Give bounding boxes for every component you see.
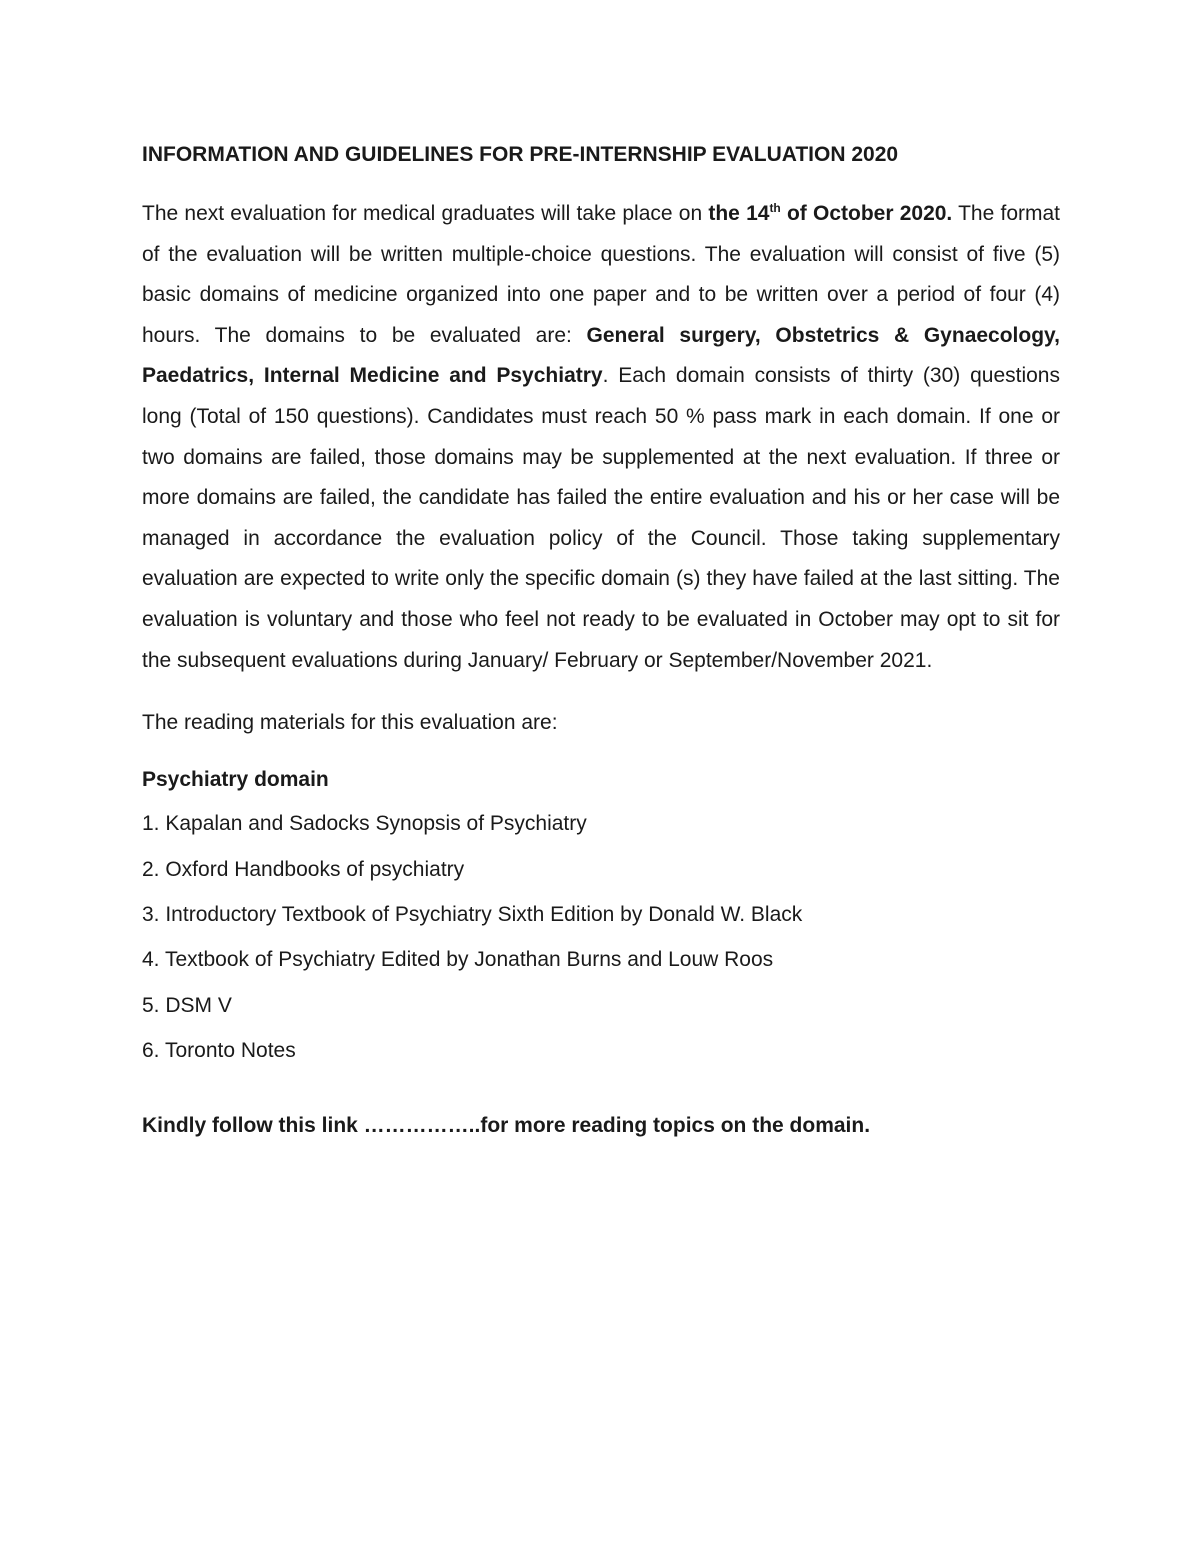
reading-list-item: 2. Oxford Handbooks of psychiatry xyxy=(142,857,465,881)
reading-topics-link[interactable]: …………….. xyxy=(363,1114,481,1138)
intro-text-3: . Each domain consists of thirty (30) questions long (Total of 150 questions). Candidates must reach 50 % pass mark in each domain. If one or two domains are failed, those domains may be supplemented at the next evaluation. If three or more domains are failed, the candidate has failed the entire evaluation and his or her case will be managed in accordance the evaluation policy of the Council. Those taking supplementary evaluation are expected to write only the specific domain (s) they have failed at the last sitting. The evaluation is voluntary and those who feel not ready to be evaluated in October may opt to sit for the subsequent evaluations during January/ February or September/November 2021. xyxy=(142,364,1060,672)
evaluation-date-part-1: the 14 xyxy=(708,202,770,225)
reading-list-item: 6. Toronto Notes xyxy=(142,1039,296,1063)
reading-list-item: 5. DSM V xyxy=(142,993,232,1017)
document-title: INFORMATION AND GUIDELINES FOR PRE-INTERNSHIP EVALUATION 2020 xyxy=(142,143,899,166)
reading-materials-intro: The reading materials for this evaluation are: xyxy=(142,711,558,735)
evaluation-date xyxy=(708,202,952,225)
ordinal-suffix: th xyxy=(769,201,781,215)
evaluation-date-part-2: of October 2020. xyxy=(780,202,953,225)
closing-text-before: Kindly follow this link xyxy=(142,1114,364,1138)
reading-list-item: 4. Textbook of Psychiatry Edited by Jonathan Burns and Louw Roos xyxy=(142,948,774,972)
reading-list-item: 3. Introductory Textbook of Psychiatry Sixth Edition by Donald W. Black xyxy=(142,902,803,926)
reading-list-item: 1. Kapalan and Sadocks Synopsis of Psychiatry xyxy=(142,812,587,836)
intro-text-2: The format of the evaluation will be written multiple-choice questions. The evaluation will consist of five (5) basic domains of medicine organized into one paper and to be written over a period of four (4) hours. The domains to be evaluated are: xyxy=(142,202,1060,347)
closing-line xyxy=(142,1111,1060,1141)
document-body xyxy=(142,140,1060,1141)
reading-list xyxy=(142,809,1060,1066)
psychiatry-domain-heading: Psychiatry domain xyxy=(142,768,329,792)
intro-paragraph xyxy=(142,194,1060,681)
domains-list: General surgery, Obstetrics & Gynaecology, Paedatrics, Internal Medicine and Psychiatry xyxy=(142,323,1061,388)
intro-text-1: The next evaluation for medical graduates will take place on xyxy=(142,202,709,225)
closing-text-after: for more reading topics on the domain. xyxy=(480,1114,871,1138)
